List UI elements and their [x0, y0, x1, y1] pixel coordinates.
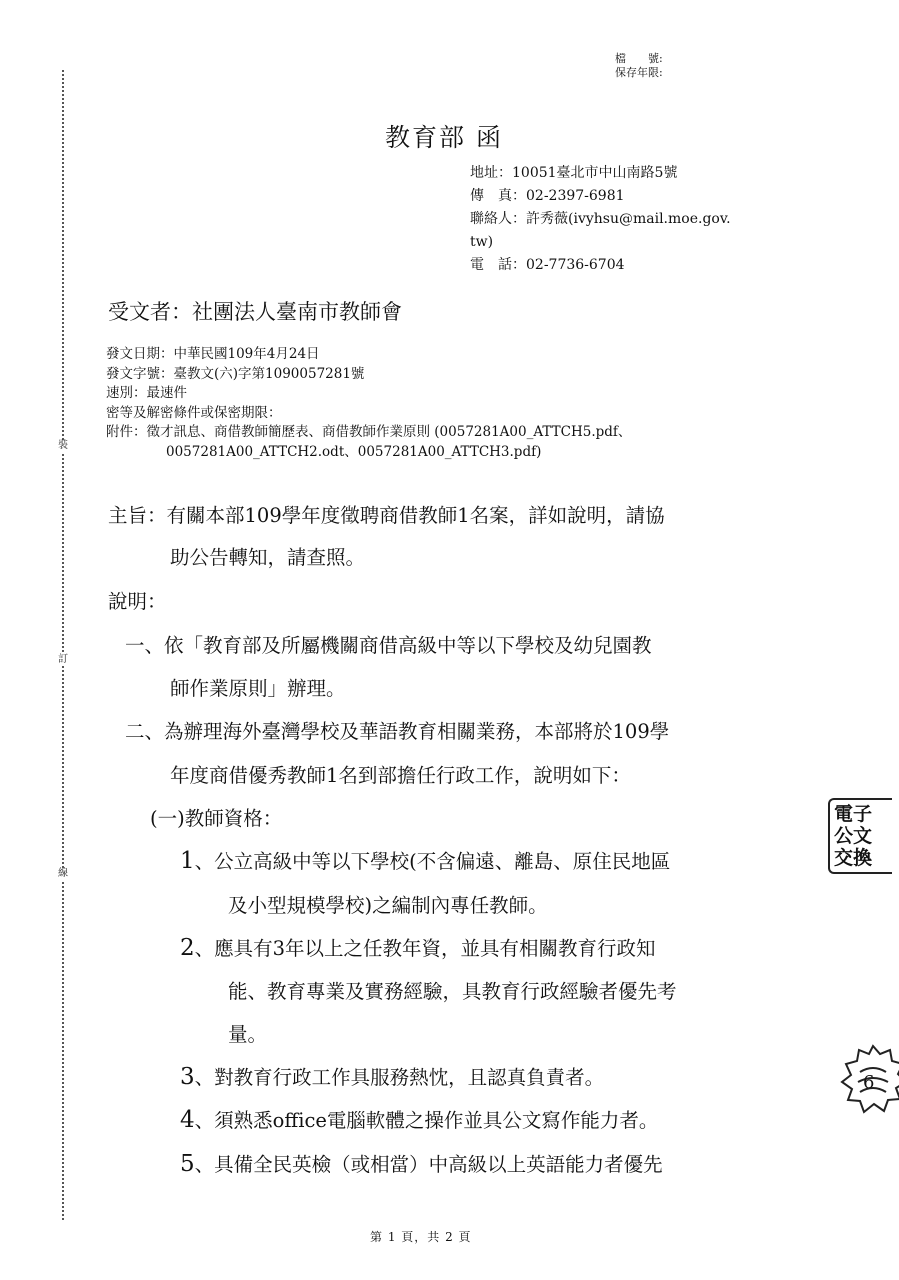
- binding-mark-top: 裝: [58, 440, 68, 451]
- page-footer: 第 1 頁，共 2 頁: [370, 1230, 472, 1244]
- delivery-speed: 速別：最速件: [106, 385, 187, 401]
- fax: 傳 真：02-2397-6981: [470, 188, 625, 204]
- qualification-4: [180, 1105, 658, 1133]
- qualification-number: 2: [180, 935, 195, 961]
- attachments: 附件：徵才訊息、商借教師簡歷表、商借教師作業原則 (0057281A00_ATTCH5.pdf、: [106, 424, 632, 440]
- qualification-number: 4: [180, 1107, 195, 1133]
- qualification-text: 、須熟悉office電腦軟體之操作並具公文寫作能力者。: [194, 1109, 659, 1132]
- explanation-heading: 說明：: [108, 590, 167, 613]
- e-document-stamp-text: 電子公文交換: [834, 803, 873, 869]
- qualification-text: 、對教育行政工作具服務熱忱，且認真負責者。: [194, 1066, 605, 1089]
- item-2-line-1: 二、為辦理海外臺灣學校及華語教育相關業務，本部將於109學: [125, 720, 670, 743]
- qualification-5: [180, 1149, 663, 1177]
- qualification-text: 、應具有3年以上之任教年資，並具有相關教育行政知: [194, 937, 656, 960]
- retention-label: 保存年限:: [615, 66, 663, 79]
- attachments-cont: 0057281A00_ATTCH2.odt、0057281A00_ATTCH3.pdf): [166, 443, 542, 460]
- contact-block: [470, 162, 800, 277]
- qualification-text: 、公立高級中等以下學校(不含偏遠、離島、原住民地區: [194, 850, 671, 873]
- document-number: 發文字號：臺教文(六)字第1090057281號: [106, 365, 365, 382]
- archive-info: [615, 52, 663, 80]
- file-number-label: 檔 號:: [615, 52, 663, 65]
- qualification-3: [180, 1062, 604, 1090]
- qualification-number: 1: [180, 848, 195, 874]
- recipient: 受文者：社團法人臺南市教師會: [108, 300, 402, 324]
- issue-date: 發文日期：中華民國109年4月24日: [106, 346, 320, 362]
- document-title: 教育部 函: [385, 123, 503, 152]
- qualification-1-cont: 及小型規模學校)之編制內專任教師。: [228, 894, 548, 917]
- contact-person-cont: tw): [470, 234, 494, 250]
- binding-mark-middle: 訂: [58, 654, 68, 665]
- document-meta: [106, 345, 631, 462]
- page-seal-stamp: [838, 1042, 899, 1116]
- qualification-2-cont-2: 量。: [228, 1023, 268, 1046]
- address: 地址：10051臺北市中山南路5號: [470, 165, 678, 181]
- qualification-2: [180, 933, 656, 961]
- seal-icon: [838, 1042, 899, 1116]
- binding-dotted-line: [62, 70, 64, 1220]
- qualification-1: [180, 846, 670, 874]
- qualification-2-cont: 能、教育專業及實務經驗，具教育行政經驗者優先考: [228, 980, 677, 1003]
- item-2-line-2: 年度商借優秀教師1名到部擔任行政工作，說明如下：: [170, 764, 631, 787]
- security-level: 密等及解密條件或保密期限：: [106, 404, 282, 421]
- qualification-number: 5: [180, 1151, 195, 1177]
- qualification-text: 、具備全民英檢（或相當）中高級以上英語能力者優先: [194, 1153, 663, 1176]
- seal-number: 6: [863, 1072, 875, 1093]
- binding-mark-bottom: 線: [58, 868, 68, 879]
- subject-line-2: 助公告轉知，請查照。: [170, 546, 366, 569]
- item-1-line-2: 師作業原則」辦理。: [170, 677, 346, 700]
- sub-heading-qualifications: (一)教師資格：: [150, 807, 283, 830]
- item-1-line-1: 一、依「教育部及所屬機關商借高級中等以下學校及幼兒園教: [125, 634, 652, 657]
- phone: 電 話：02-7736-6704: [470, 257, 625, 273]
- qualification-number: 3: [180, 1064, 195, 1090]
- contact-person: 聯絡人：許秀薇(ivyhsu@mail.moe.gov.: [470, 211, 731, 227]
- subject-line-1: 主旨：有關本部109學年度徵聘商借教師1名案，詳如說明，請協: [108, 504, 665, 527]
- e-document-stamp: [828, 798, 892, 874]
